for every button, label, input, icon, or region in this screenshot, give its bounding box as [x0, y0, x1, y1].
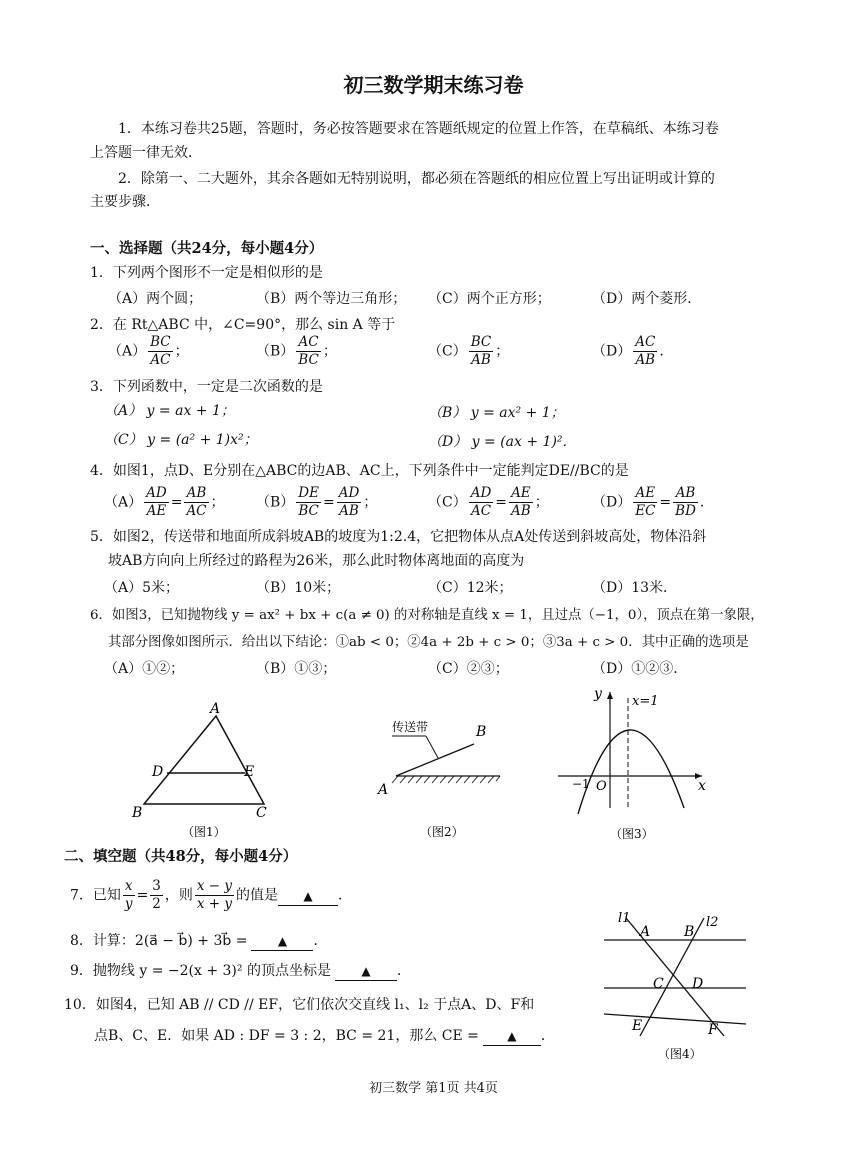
figure-4 [596, 906, 756, 1064]
fig1-label-d: D [152, 764, 164, 780]
q5-option-c: （C）12米； [428, 580, 513, 596]
fig4-caption: （图4） [658, 1047, 702, 1061]
fig3-label-y: y [594, 686, 602, 702]
q5-option-d: （D）13米． [592, 580, 678, 596]
q8-answer-blank[interactable]: ▲ [251, 932, 313, 951]
q6-option-a: （A）①②； [104, 661, 185, 677]
fig4-label-l1: l1 [618, 911, 631, 926]
q1-option-c: （C）两个正方形； [428, 291, 551, 307]
q2-option-b: （B） $\frac{AC}{BC}$ ； [256, 334, 337, 368]
q6-option-c: （C）②③； [428, 661, 509, 677]
q2-option-c: （C） $\frac{BC}{AB}$ ； [428, 334, 510, 368]
fig4-label-b: B [684, 924, 695, 940]
fig2-caption: （图2） [420, 825, 464, 839]
q10-answer-blank[interactable]: ▲ [483, 1027, 541, 1046]
q1-stem: 1．下列两个图形不一定是相似形的是 [90, 265, 323, 281]
fig1-caption: （图1） [182, 825, 226, 839]
instruction-line-2: 上答题一律无效． [90, 145, 202, 161]
q4-stem: 4．如图1，点D、E分别在△ABC的边AB、AC上，下列条件中一定能判定DE//BC的是 [90, 463, 629, 479]
fig2-pointer-leader [426, 736, 438, 758]
q4-option-c: （C） $\frac{AD}{AC}$ = $\frac{AE}{AB}$ ； [428, 485, 549, 519]
q4-option-a: （A） $\frac{AD}{AE}$ = $\frac{AB}{AC}$ ； [104, 485, 225, 519]
fig1-label-e: E [244, 764, 255, 780]
q3-stem: 3．下列函数中，一定是二次函数的是 [90, 379, 323, 395]
figure-3 [554, 684, 714, 846]
fig3-label-o: O [596, 779, 607, 794]
instruction-line-3: 2．除第一、二大题外，其余各题如无特别说明，都必须在答题纸的相应位置上写出证明或计算的 [118, 171, 715, 187]
q9: 9．抛物线 y = −2(x + 3)² 的顶点坐标是 ▲ ． [70, 963, 411, 979]
fig3-label-neg1: −1 [572, 777, 590, 791]
fig3-caption: （图3） [610, 827, 654, 841]
fig3-parabola [578, 730, 684, 814]
q8: 8．计算：2(a⃗ − b⃗) + 3b⃗ = ▲ ． [70, 933, 328, 949]
q4-option-b: （B） $\frac{DE}{BC}$ = $\frac{AD}{AB}$ ； [256, 485, 378, 519]
q3-option-d: （D） y = (ax + 1)²． [428, 434, 577, 450]
q7: 7．已知 $\frac{x}{y}$ = $\frac{3}{2}$ ，则 $\frac{x - y}{x + y}$ 的值是 ▲ ． [70, 878, 353, 912]
fig4-label-c: C [653, 976, 664, 992]
q2-option-a: （A） $\frac{BC}{AC}$ ； [108, 334, 189, 368]
q5-option-b: （B）10米； [256, 580, 341, 596]
q3-option-a: （A） y = ax + 1； [104, 403, 235, 419]
fig3-label-x1: x=1 [632, 694, 659, 709]
fig4-label-d: D [692, 976, 704, 992]
q1-option-b: （B）两个等边三角形； [256, 291, 407, 307]
q5-option-a: （A）5米； [104, 580, 180, 596]
q3-option-c: （C） y = (a² + 1)x²； [104, 432, 258, 448]
q3-option-b: （B） y = ax² + 1； [428, 405, 565, 421]
q2-option-d: （D） $\frac{AC}{AB}$ ． [592, 334, 674, 368]
q1-option-d: （D）两个菱形． [592, 291, 702, 307]
q6-line-1: 6．如图3，已知抛物线 y = ax² + bx + c(a ≠ 0) 的对称轴是直线 x = 1，且过点（−1，0），顶点在第一象限， [90, 608, 764, 623]
fig1-triangle [144, 716, 264, 804]
page-title: 初三数学期末练习卷 [343, 73, 524, 97]
q5-line-1: 5．如图2，传送带和地面所成斜坡AB的坡度为1:2.4，它把物体从点A处传送到斜坡高处，物体沿斜 [90, 529, 707, 545]
section2-heading: 二、填空题（共48分，每小题4分） [64, 848, 298, 865]
fig2-belt-line [396, 744, 474, 776]
q1-option-a: （A）两个圆； [108, 291, 203, 307]
fig4-line-ef [604, 1014, 746, 1024]
fig2-label-b: B [476, 724, 487, 740]
fig2-ground-hatch [392, 776, 500, 783]
page-footer: 初三数学 第1页 共4页 [369, 1081, 498, 1096]
q2-stem: 2．在 Rt△ABC 中，∠C=90°，那么 sin A 等于 [90, 317, 396, 333]
fig2-belt-label: 传送带 [392, 720, 429, 734]
q9-answer-blank[interactable]: ▲ [335, 962, 397, 981]
fig4-label-e: E [632, 1018, 643, 1034]
fig2-label-a: A [378, 782, 389, 798]
q4-option-d: （D） $\frac{AE}{EC}$ = $\frac{AB}{BD}$ ． [592, 485, 714, 519]
figure-2 [370, 716, 520, 844]
q6-line-2: 其部分图像如图所示．给出以下结论：①ab < 0；②4a + 2b + c > 0；③3a + c > 0．其中正确的选项是 [108, 635, 749, 650]
fig4-label-f: F [708, 1022, 718, 1038]
fig1-label-b: B [132, 805, 143, 821]
q7-answer-blank[interactable]: ▲ [278, 887, 338, 906]
q6-option-d: （D）①②③． [592, 661, 688, 677]
q6-option-b: （B）①③； [256, 661, 337, 677]
q10-line-2: 点B、C、E．如果 AD : DF = 3 : 2，BC = 21，那么 CE = ▲ ． [94, 1028, 555, 1044]
q5-line-2: 坡AB方向向上所经过的路程为26米，那么此时物体离地面的高度为 [108, 553, 525, 569]
fig3-label-x: x [698, 778, 706, 794]
figure-1 [120, 696, 280, 846]
instruction-line-4: 主要步骤． [90, 194, 160, 210]
section1-heading: 一、选择题（共24分，每小题4分） [90, 240, 324, 257]
fig4-label-a: A [640, 924, 651, 940]
fig1-label-a: A [210, 701, 221, 717]
instruction-line-1: 1．本练习卷共25题，答题时，务必按答题要求在答题纸规定的位置上作答，在草稿纸、本练习卷 [118, 121, 719, 137]
fig3-y-arrow [607, 692, 613, 699]
fig1-label-c: C [256, 805, 267, 821]
fig4-label-l2: l2 [706, 915, 719, 930]
q10-line-1: 10．如图4，已知 AB // CD // EF，它们依次交直线 l₁、l₂ 于点A、D、F和 [64, 997, 535, 1013]
